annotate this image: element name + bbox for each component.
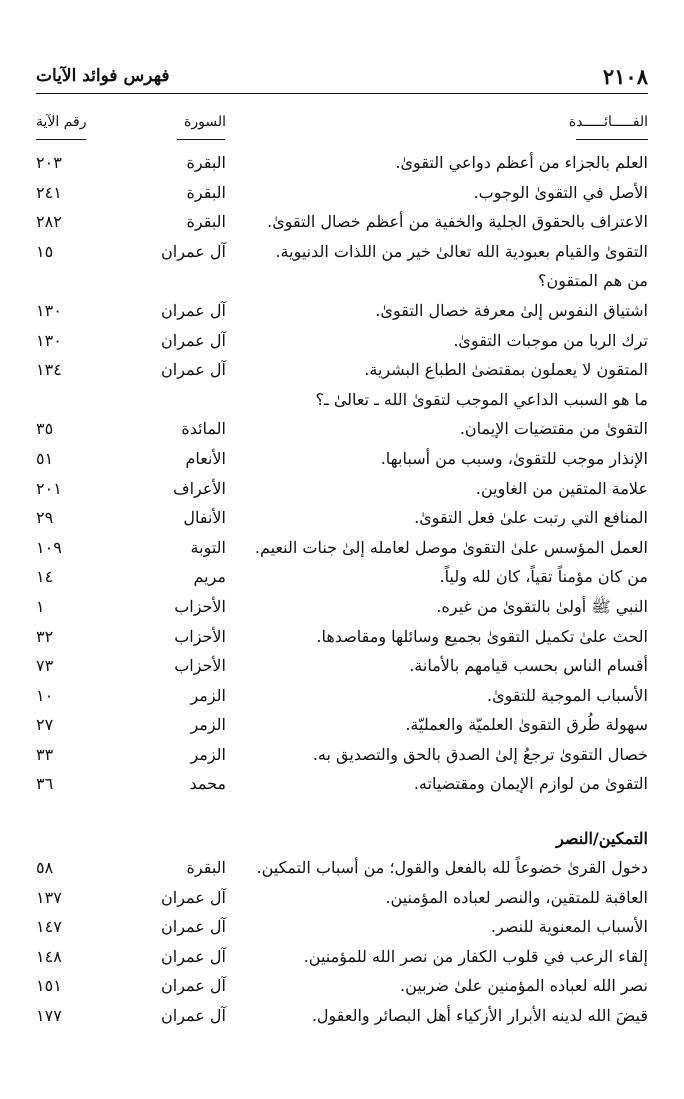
benefit-text: الاعتراف بالحقوق الجلية والخفية من أعظم خصال التقوىٰ. <box>267 212 648 232</box>
benefit-text: الأسباب المعنوية للنصر. <box>490 917 648 937</box>
surah-name: محمد <box>189 774 226 794</box>
surah-name: البقرة <box>186 858 226 877</box>
table-row <box>36 474 648 504</box>
table-row <box>36 533 648 563</box>
verse-number: ٥١ <box>36 448 54 468</box>
surah-name: البقرة <box>186 182 226 202</box>
verse-number: ١٣٤ <box>36 360 62 380</box>
column-header-benefit: الفـــــائـــــدة <box>568 114 648 130</box>
benefit-text: ترك الربا من موجبات التقوىٰ. <box>453 330 648 350</box>
benefit-text: المتقون لا يعملون بمقتضىٰ الطباع البشرية. <box>364 360 648 380</box>
verse-number: ١٥ <box>36 241 54 261</box>
table-row <box>36 592 648 622</box>
benefit-text: قيضَ الله لدينه الأبرار الأزكياء أهل البصائر والعقول. <box>311 1005 648 1025</box>
column-header-verse: رقم الآية <box>36 114 87 130</box>
table-row <box>36 1001 648 1031</box>
benefit-text: الحث علىٰ تكميل التقوىٰ بجميع وسائلها ومقاصدها. <box>316 626 648 646</box>
table-row <box>36 296 648 326</box>
benefit-text: ما هو السبب الداعي الموجب لتقوىٰ الله ـ تعالىٰ ـ؟ <box>315 389 648 409</box>
surah-name: آل عمران <box>161 360 226 380</box>
table-row <box>36 326 648 356</box>
table-row <box>36 207 648 237</box>
verse-number: ١٥١ <box>36 976 62 996</box>
benefit-text: من هم المتقون؟ <box>537 271 648 291</box>
verse-number: ٢٧ <box>36 715 54 735</box>
benefit-text: أقسام الناس بحسب قيامهم بالأمانة. <box>409 656 648 676</box>
header-rule <box>36 93 648 94</box>
table-row <box>36 266 648 296</box>
table-row <box>36 503 648 533</box>
table-row <box>36 853 648 883</box>
verse-number: ٢٠٣ <box>36 153 62 172</box>
benefit-text: من كان مؤمناً تقياً، كان لله ولياً. <box>439 567 648 587</box>
surah-name: آل عمران <box>161 1005 226 1025</box>
table-row <box>36 942 648 972</box>
column-headers <box>36 114 648 138</box>
surah-name: آل عمران <box>161 917 226 937</box>
benefit-text: دخول القرىٰ خضوعاً لله بالفعل والقول؛ من أسباب التمكين. <box>256 858 648 877</box>
surah-name: الأحزاب <box>174 596 226 616</box>
benefit-text: الإنذار موجب للتقوىٰ، وسبب من أسبابها. <box>380 448 648 468</box>
benefit-text: اشتياق النفوس إلىٰ معرفة خصال التقوىٰ. <box>375 300 648 320</box>
surah-name: مريم <box>193 567 226 587</box>
table-row <box>36 622 648 652</box>
verse-number: ١٣٠ <box>36 300 62 320</box>
verse-number: ١ <box>36 596 45 616</box>
running-title: فهرس فوائد الآيات <box>36 66 170 86</box>
verse-number: ٥٨ <box>36 858 54 877</box>
surah-name: الأحزاب <box>174 656 226 676</box>
benefit-text: المنافع التي رتبت علىٰ فعل التقوىٰ. <box>414 508 648 528</box>
benefit-text: الأسباب الموجبة للتقوىٰ. <box>486 685 648 705</box>
table-row <box>36 562 648 592</box>
underline-benefit <box>576 139 648 140</box>
surah-name: الأنفال <box>183 508 226 528</box>
verse-number: ٢٠١ <box>36 478 62 498</box>
table-row <box>36 740 648 770</box>
underline-surah <box>177 139 225 140</box>
verse-number: ١٠ <box>36 685 54 705</box>
verse-number: ٢٨٢ <box>36 212 62 232</box>
benefit-text: نصر الله لعباده المؤمنين علىٰ ضربين. <box>400 976 648 996</box>
table-row <box>36 971 648 1001</box>
verse-number: ١٣٧ <box>36 887 62 907</box>
verse-number: ٣٦ <box>36 774 54 794</box>
verse-number: ٣٢ <box>36 626 54 646</box>
benefit-text: الأصل في التقوىٰ الوجوب. <box>473 182 648 202</box>
table-row <box>36 651 648 681</box>
table-row <box>36 355 648 385</box>
benefit-text: التقوىٰ والقيام بعبودية الله تعالىٰ خير من اللذات الدنيوية. <box>275 241 648 261</box>
verse-number: ١٣٠ <box>36 330 62 350</box>
benefit-text: التقوىٰ من مقتضيات الإيمان. <box>459 419 648 439</box>
surah-name: آل عمران <box>161 241 226 261</box>
surah-name: الأعراف <box>173 478 226 498</box>
section-heading: التمكين/النصر <box>556 829 648 848</box>
surah-name: الزمر <box>190 685 226 705</box>
benefit-text: إلقاء الرعب في قلوب الكفار من نصر الله للمؤمنين. <box>303 946 648 966</box>
table-row <box>36 769 648 799</box>
table-row <box>36 883 648 913</box>
surah-name: آل عمران <box>161 330 226 350</box>
benefit-text: النبي ﷺ أولىٰ بالتقوىٰ من غيره. <box>436 596 648 616</box>
column-header-surah: السورة <box>184 114 226 130</box>
verse-number: ١٤٧ <box>36 917 62 937</box>
benefit-text: سهولة طُرق التقوىٰ العلميّة والعمليّة. <box>405 715 648 735</box>
surah-name: آل عمران <box>161 887 226 907</box>
verse-number: ١٤٨ <box>36 946 62 966</box>
page-number: ٢١٠٨ <box>602 63 648 89</box>
table-row <box>36 710 648 740</box>
benefit-text: العلم بالجزاء من أعظم دواعي التقوىٰ. <box>395 153 648 172</box>
underline-verse <box>36 139 86 140</box>
surah-name: البقرة <box>186 153 226 172</box>
verse-number: ٧٣ <box>36 656 54 676</box>
verse-number: ٢٩ <box>36 508 54 528</box>
surah-name: الأنعام <box>185 448 226 468</box>
verse-number: ١٠٩ <box>36 537 62 557</box>
surah-name: البقرة <box>186 212 226 232</box>
surah-name: الزمر <box>190 744 226 764</box>
table-row <box>36 681 648 711</box>
surah-name: آل عمران <box>161 946 226 966</box>
table-row <box>36 444 648 474</box>
benefit-text: العمل المؤسس علىٰ التقوىٰ موصل لعامله إلىٰ جنات النعيم. <box>254 537 648 557</box>
verse-number: ١٤ <box>36 567 54 587</box>
table-row <box>36 237 648 267</box>
surah-name: آل عمران <box>161 976 226 996</box>
benefit-text: علامة المتقين من الغاوين. <box>475 478 648 498</box>
benefit-text: التقوىٰ من لوازم الإيمان ومقتضياته. <box>413 774 648 794</box>
table-row <box>36 912 648 942</box>
table-row <box>36 148 648 178</box>
verse-number: ٢٤١ <box>36 182 62 202</box>
page-header <box>36 62 648 90</box>
surah-name: الأحزاب <box>174 626 226 646</box>
benefit-text: خصال التقوىٰ ترجعُ إلىٰ الصدق بالحق والتصديق به. <box>312 744 648 764</box>
benefit-text: العاقبة للمتقين، والنصر لعباده المؤمنين. <box>385 887 648 907</box>
surah-name: المائدة <box>181 419 226 439</box>
surah-name: الزمر <box>190 715 226 735</box>
surah-name: التوبة <box>190 537 226 557</box>
table-row <box>36 385 648 415</box>
table-row <box>36 414 648 444</box>
index-table-section-2 <box>36 853 648 1031</box>
surah-name: آل عمران <box>161 300 226 320</box>
verse-number: ٣٣ <box>36 744 54 764</box>
verse-number: ١٧٧ <box>36 1005 62 1025</box>
table-row <box>36 178 648 208</box>
verse-number: ٣٥ <box>36 419 54 439</box>
index-table <box>36 148 648 799</box>
